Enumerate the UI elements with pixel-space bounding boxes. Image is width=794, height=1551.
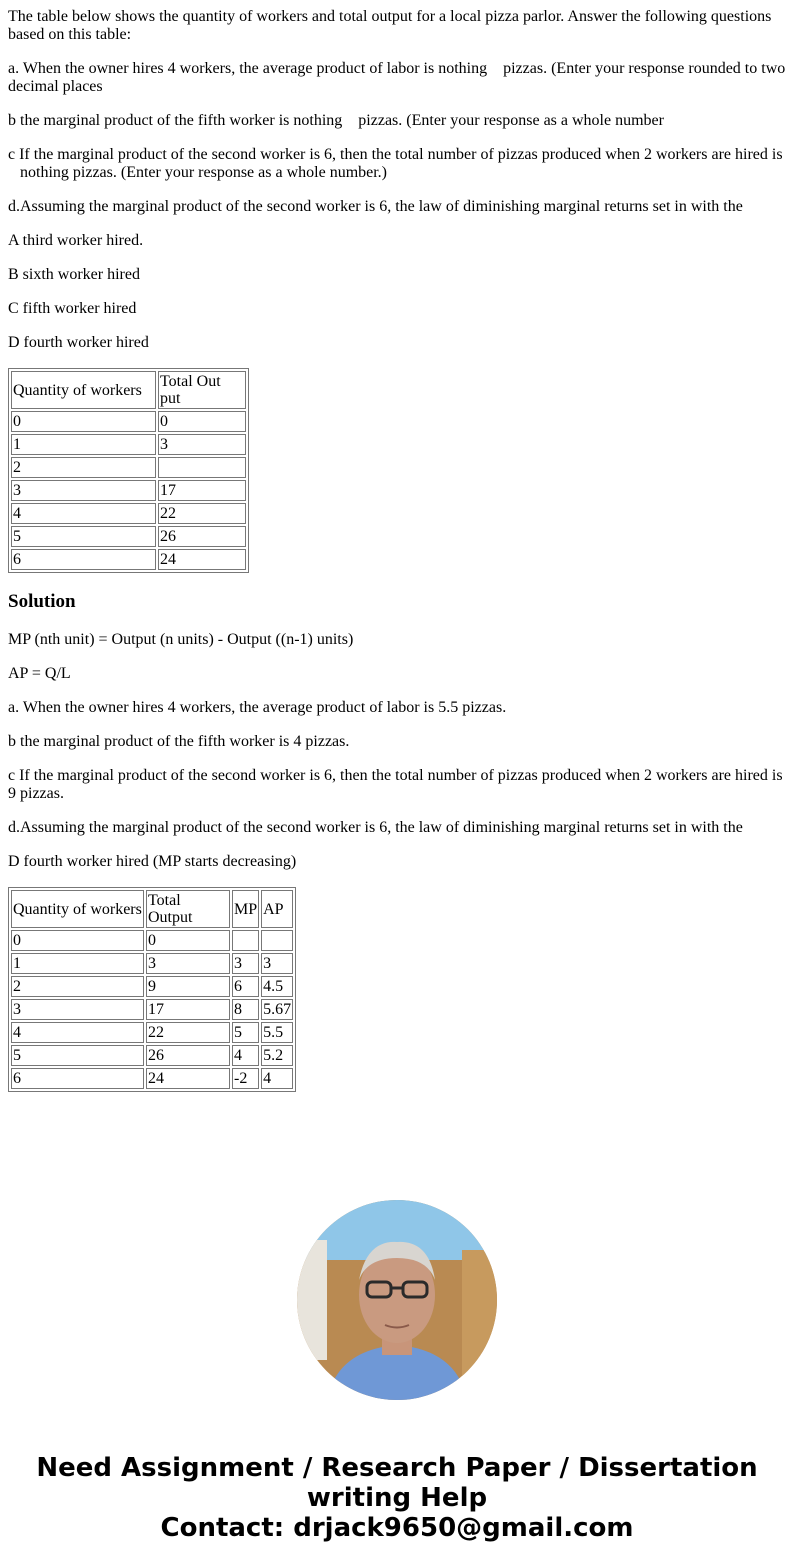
table-row <box>11 1045 293 1066</box>
table-cell: 0 <box>146 930 230 951</box>
question-c <box>8 146 786 182</box>
question-intro: The table below shows the quantity of workers and total output for a local pizza parlor. Answer the following questions based on this table: <box>8 8 772 43</box>
answer-a: a. When the owner hires 4 workers, the average product of labor is 5.5 pizzas. <box>8 699 507 716</box>
table-cell <box>232 930 259 951</box>
answer-b: b the marginal product of the fifth worker is 4 pizzas. <box>8 733 350 750</box>
table-row <box>11 434 246 455</box>
table-cell: 1 <box>11 434 156 455</box>
formula-mp: MP (nth unit) = Output (n units) - Output ((n-1) units) <box>8 631 354 648</box>
answer-d: D fourth worker hired (MP starts decreasing) <box>8 853 297 870</box>
table-cell: 4.5 <box>261 976 293 997</box>
header-cell: Quantity of workers <box>11 890 144 928</box>
table-cell: 6 <box>11 549 156 570</box>
table-cell: 0 <box>11 411 156 432</box>
header-cell: MP <box>232 890 259 928</box>
question-d: d.Assuming the marginal product of the second worker is 6, the law of diminishing marginal returns set in with the <box>8 198 743 215</box>
table-cell: 26 <box>158 526 246 547</box>
table-row <box>11 480 246 501</box>
author-avatar <box>297 1200 497 1400</box>
table-cell: 2 <box>11 976 144 997</box>
option-a: A third worker hired. <box>8 232 144 249</box>
question-section <box>8 8 786 352</box>
solution-heading: Solution <box>8 591 76 612</box>
option-c: C fifth worker hired <box>8 300 137 317</box>
table-cell: 22 <box>146 1022 230 1043</box>
option-d: D fourth worker hired <box>8 334 149 351</box>
table-cell: 17 <box>158 480 246 501</box>
header-cell: AP <box>261 890 293 928</box>
table-row <box>11 1022 293 1043</box>
table-cell: 4 <box>11 503 156 524</box>
workers-output-table <box>8 368 249 573</box>
table-cell: 9 <box>146 976 230 997</box>
table-cell: 5 <box>11 1045 144 1066</box>
table-cell: 24 <box>146 1068 230 1089</box>
table-cell: 4 <box>261 1068 293 1089</box>
table-row <box>11 526 246 547</box>
footer-promo <box>8 1453 786 1543</box>
table-cell: -2 <box>232 1068 259 1089</box>
table-cell <box>158 457 246 478</box>
table-row <box>11 1068 293 1089</box>
table-row <box>11 411 246 432</box>
table-cell: 17 <box>146 999 230 1020</box>
footer-contact: Contact: drjack9650@gmail.com <box>160 1513 634 1543</box>
question-c-part2: nothing pizzas. (Enter your response as a whole number.) <box>20 164 388 181</box>
table-row <box>11 976 293 997</box>
table-cell: 5.5 <box>261 1022 293 1043</box>
table-cell: 3 <box>146 953 230 974</box>
table-row <box>11 457 246 478</box>
table-cell: 2 <box>11 457 156 478</box>
table-row <box>11 999 293 1020</box>
table-header-row <box>11 371 246 409</box>
answer-d-intro: d.Assuming the marginal product of the second worker is 6, the law of diminishing marginal returns set in with the <box>8 819 743 836</box>
table-cell: 6 <box>11 1068 144 1089</box>
question-a <box>8 60 786 96</box>
formula-ap: AP = Q/L <box>8 665 71 682</box>
option-b: B sixth worker hired <box>8 266 140 283</box>
table-cell: 8 <box>232 999 259 1020</box>
table-row <box>11 503 246 524</box>
question-a-part2: pizzas. (Enter your response rounded to two decimal places <box>8 60 786 95</box>
table-cell: 5 <box>232 1022 259 1043</box>
table-cell: 0 <box>158 411 246 432</box>
question-a-part1: a. When the owner hires 4 workers, the average product of labor is nothing <box>8 60 488 77</box>
footer-line1: Need Assignment / Research Paper / Dissertation writing Help <box>36 1453 758 1513</box>
table-cell: 3 <box>158 434 246 455</box>
table-cell: 4 <box>11 1022 144 1043</box>
question-c-part1: c If the marginal product of the second worker is 6, then the total number of pizzas produced when 2 workers are hired is <box>8 146 783 163</box>
question-b <box>8 112 786 130</box>
header-cell: Total Out put <box>158 371 246 409</box>
table-cell: 5.2 <box>261 1045 293 1066</box>
table-cell <box>261 930 293 951</box>
question-b-part2: pizzas. (Enter your response as a whole number <box>358 112 664 129</box>
table-cell: 3 <box>11 999 144 1020</box>
header-cell: Total Output <box>146 890 230 928</box>
solution-table <box>8 887 296 1092</box>
table-cell: 22 <box>158 503 246 524</box>
table-cell: 5.67 <box>263 1001 292 1018</box>
table-row <box>11 953 293 974</box>
table-row <box>11 549 246 570</box>
table-header-row <box>11 890 293 928</box>
header-cell: Quantity of workers <box>11 371 156 409</box>
table-row <box>11 930 293 951</box>
table-cell: 3 <box>11 480 156 501</box>
table-cell: 24 <box>158 549 246 570</box>
table-cell: 26 <box>146 1045 230 1066</box>
question-b-part1: b the marginal product of the fifth worker is nothing <box>8 112 343 129</box>
table-cell: 4 <box>232 1045 259 1066</box>
table-cell: 5 <box>11 526 156 547</box>
table-cell: 3 <box>232 953 259 974</box>
table-cell: 0 <box>11 930 144 951</box>
table-cell: 3 <box>261 953 293 974</box>
author-photo-container <box>8 1200 786 1405</box>
answer-c: c If the marginal product of the second worker is 6, then the total number of pizzas produced when 2 workers are hired is 9 pizzas. <box>8 767 783 802</box>
table-cell: 1 <box>11 953 144 974</box>
table-cell: 6 <box>232 976 259 997</box>
